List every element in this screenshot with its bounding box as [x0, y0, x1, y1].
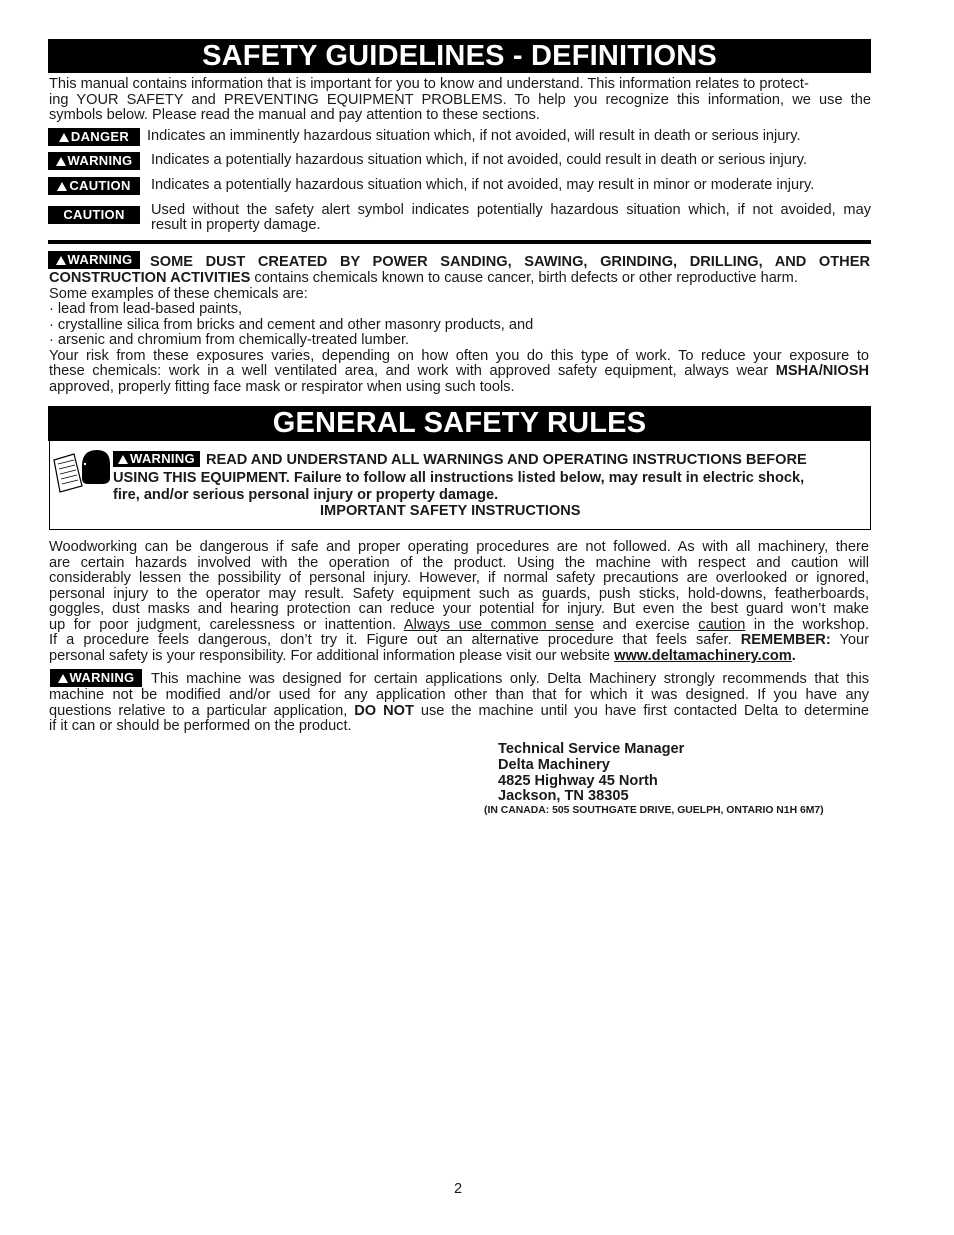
chemical-bullet-1: · lead from lead-based paints,: [49, 301, 243, 317]
alert-triangle-icon: [56, 256, 66, 265]
manual-reader-icon: [52, 448, 112, 498]
dust-warning-label: [48, 251, 140, 269]
woodworking-line-2: are certain hazards involved with the operation of the product. Using the machine with respect and caution will: [49, 555, 869, 571]
woodworking-line-7: [49, 633, 869, 649]
dust-warning-heading-continued: CONSTRUCTION ACTIVITIES: [49, 270, 251, 286]
remember-text: REMEMBER:: [740, 632, 831, 648]
chemical-bullet-2: · crystalline silica from bricks and cement and other masonry products, and: [49, 317, 534, 333]
dust-warning-line-2-text: contains chemicals known to cause cancer, birth defects or other reproductive harm.: [250, 270, 798, 286]
read-box-line-1: [113, 451, 869, 469]
read-box-line-1-text: READ AND UNDERSTAND ALL WARNINGS AND OPERATING INSTRUCTIONS BEFORE: [205, 452, 807, 468]
woodworking-line-7-text: If a procedure feels dangerous, don’t try it. Figure out an alternative procedure that feels safer.: [49, 632, 741, 648]
msha-niosh-text: MSHA/NIOSH: [775, 363, 869, 379]
machine-warning-label: [50, 669, 142, 687]
woodworking-line-8-text: personal safety is your responsibility. For additional information please visit our website: [49, 648, 615, 664]
machine-warning-line-2: machine not be modified and/or used for any application other than that for which it was designed. If you have any: [49, 687, 869, 703]
dust-warning-line-3: Some examples of these chemicals are:: [49, 286, 308, 302]
important-safety-instructions: IMPORTANT SAFETY INSTRUCTIONS: [320, 503, 581, 519]
intro-line-3: symbols below. Please read the manual and pay attention to these sections.: [49, 107, 540, 123]
read-box-warning-label-text: WARNING: [130, 451, 195, 466]
woodworking-line-8-end: .: [791, 648, 796, 664]
woodworking-line-5: goggles, dust masks and hearing protection can reduce your potential for injury. But even the best guard won’t make: [49, 601, 869, 617]
caution-no-symbol-label-text: CAUTION: [63, 207, 125, 222]
address-line-1: Technical Service Manager: [498, 741, 685, 757]
intro-line-1: This manual contains information that is important for you to know and understand. This information relates to protect-: [49, 76, 809, 92]
danger-label: [48, 128, 140, 146]
canada-address: (IN CANADA: 505 SOUTHGATE DRIVE, GUELPH, ONTARIO N1H 6M7): [484, 805, 824, 816]
danger-definition: Indicates an imminently hazardous situation which, if not avoided, will result in death or serious injury.: [147, 128, 801, 144]
common-sense-text: Always use common sense: [403, 617, 595, 633]
section-title-general-safety-rules: GENERAL SAFETY RULES: [48, 406, 871, 441]
machine-warning-line-3-end: use the machine until you have first contacted Delta to determine: [413, 703, 869, 719]
dust-warning-heading: SOME DUST CREATED BY POWER SANDING, SAWING, GRINDING, DRILLING, AND OTHER: [150, 254, 870, 270]
woodworking-line-7-end: Your: [830, 632, 869, 648]
intro-line-2: ing YOUR SAFETY and PREVENTING EQUIPMENT PROBLEMS. To help you recognize this information, we use the: [49, 92, 871, 108]
caution-label: [48, 177, 140, 195]
machine-warning-line-4: if it can or should be performed on the product.: [49, 718, 352, 734]
woodworking-line-4: personal injury to the operator may result. Safety equipment such as guards, push sticks, hold-downs, featherboards,: [49, 586, 869, 602]
chemical-bullet-3: · arsenic and chromium from chemically-treated lumber.: [49, 332, 410, 348]
alert-triangle-icon: [58, 674, 68, 683]
caution-no-symbol-label: [48, 206, 140, 224]
woodworking-line-8: [49, 649, 869, 665]
woodworking-line-6-text: up for poor judgment, carelessness or inattention.: [49, 617, 404, 633]
woodworking-line-6-end: in the workshop.: [745, 617, 870, 633]
website-link[interactable]: www.deltamachinery.com: [614, 648, 792, 664]
do-not-text: DO NOT: [354, 703, 414, 719]
woodworking-line-3: considerably lessen the possibility of personal injury. However, if normal safety precautions are overlooked or ignored,: [49, 570, 869, 586]
address-line-4: Jackson, TN 38305: [498, 788, 629, 804]
caution-label-text: CAUTION: [69, 178, 131, 193]
machine-warning-line-3-text: questions relative to a particular application,: [49, 703, 355, 719]
address-line-3: 4825 Highway 45 North: [498, 773, 658, 789]
woodworking-line-6-mid: and exercise: [594, 617, 699, 633]
machine-warning-label-text: WARNING: [69, 670, 135, 685]
alert-triangle-icon: [57, 182, 67, 191]
address-line-2: Delta Machinery: [498, 757, 610, 773]
read-box-line-3: fire, and/or serious personal injury or property damage.: [113, 487, 499, 503]
alert-triangle-icon: [118, 455, 128, 464]
warning-label: [48, 152, 140, 170]
woodworking-line-1: Woodworking can be dangerous if safe and proper operating procedures are not followed. As with all machinery, there: [49, 539, 869, 555]
warning-definition: Indicates a potentially hazardous situation which, if not avoided, could result in death or serious injury.: [151, 152, 808, 168]
section-title-safety-guidelines: SAFETY GUIDELINES - DEFINITIONS: [48, 39, 871, 73]
dust-warning-label-text: WARNING: [67, 252, 133, 267]
read-box-warning-label: [113, 451, 200, 467]
warning-label-text: WARNING: [67, 153, 133, 168]
caution-no-symbol-definition-line-1: Used without the safety alert symbol indicates potentially hazardous situation which, if not avoided, may: [151, 202, 871, 218]
danger-label-text: DANGER: [70, 129, 130, 144]
caution-no-symbol-definition-line-2: result in property damage.: [151, 217, 321, 233]
risk-line-1: Your risk from these exposures varies, depending on how often you do this type of work. To reduce your exposure to: [49, 348, 869, 364]
dust-warning-line-2: [49, 271, 871, 287]
machine-warning-line-1: This machine was designed for certain applications only. Delta Machinery strongly recommends that this: [151, 671, 869, 687]
alert-triangle-icon: [56, 157, 66, 166]
risk-line-2-text: these chemicals: work in a well ventilated area, and work with approved safety equipment, always wear: [49, 363, 776, 379]
page-number: 2: [453, 1181, 463, 1197]
read-box-line-2: USING THIS EQUIPMENT. Failure to follow all instructions listed below, may result in electric shock,: [113, 470, 805, 486]
alert-triangle-icon: [59, 133, 69, 142]
section-divider: [48, 240, 871, 244]
caution-text: caution: [698, 617, 746, 633]
risk-line-2: [49, 364, 869, 380]
caution-definition: Indicates a potentially hazardous situation which, if not avoided, may result in minor or moderate injury.: [151, 177, 815, 193]
risk-line-3: approved, properly fitting face mask or respirator when using such tools.: [49, 379, 515, 395]
